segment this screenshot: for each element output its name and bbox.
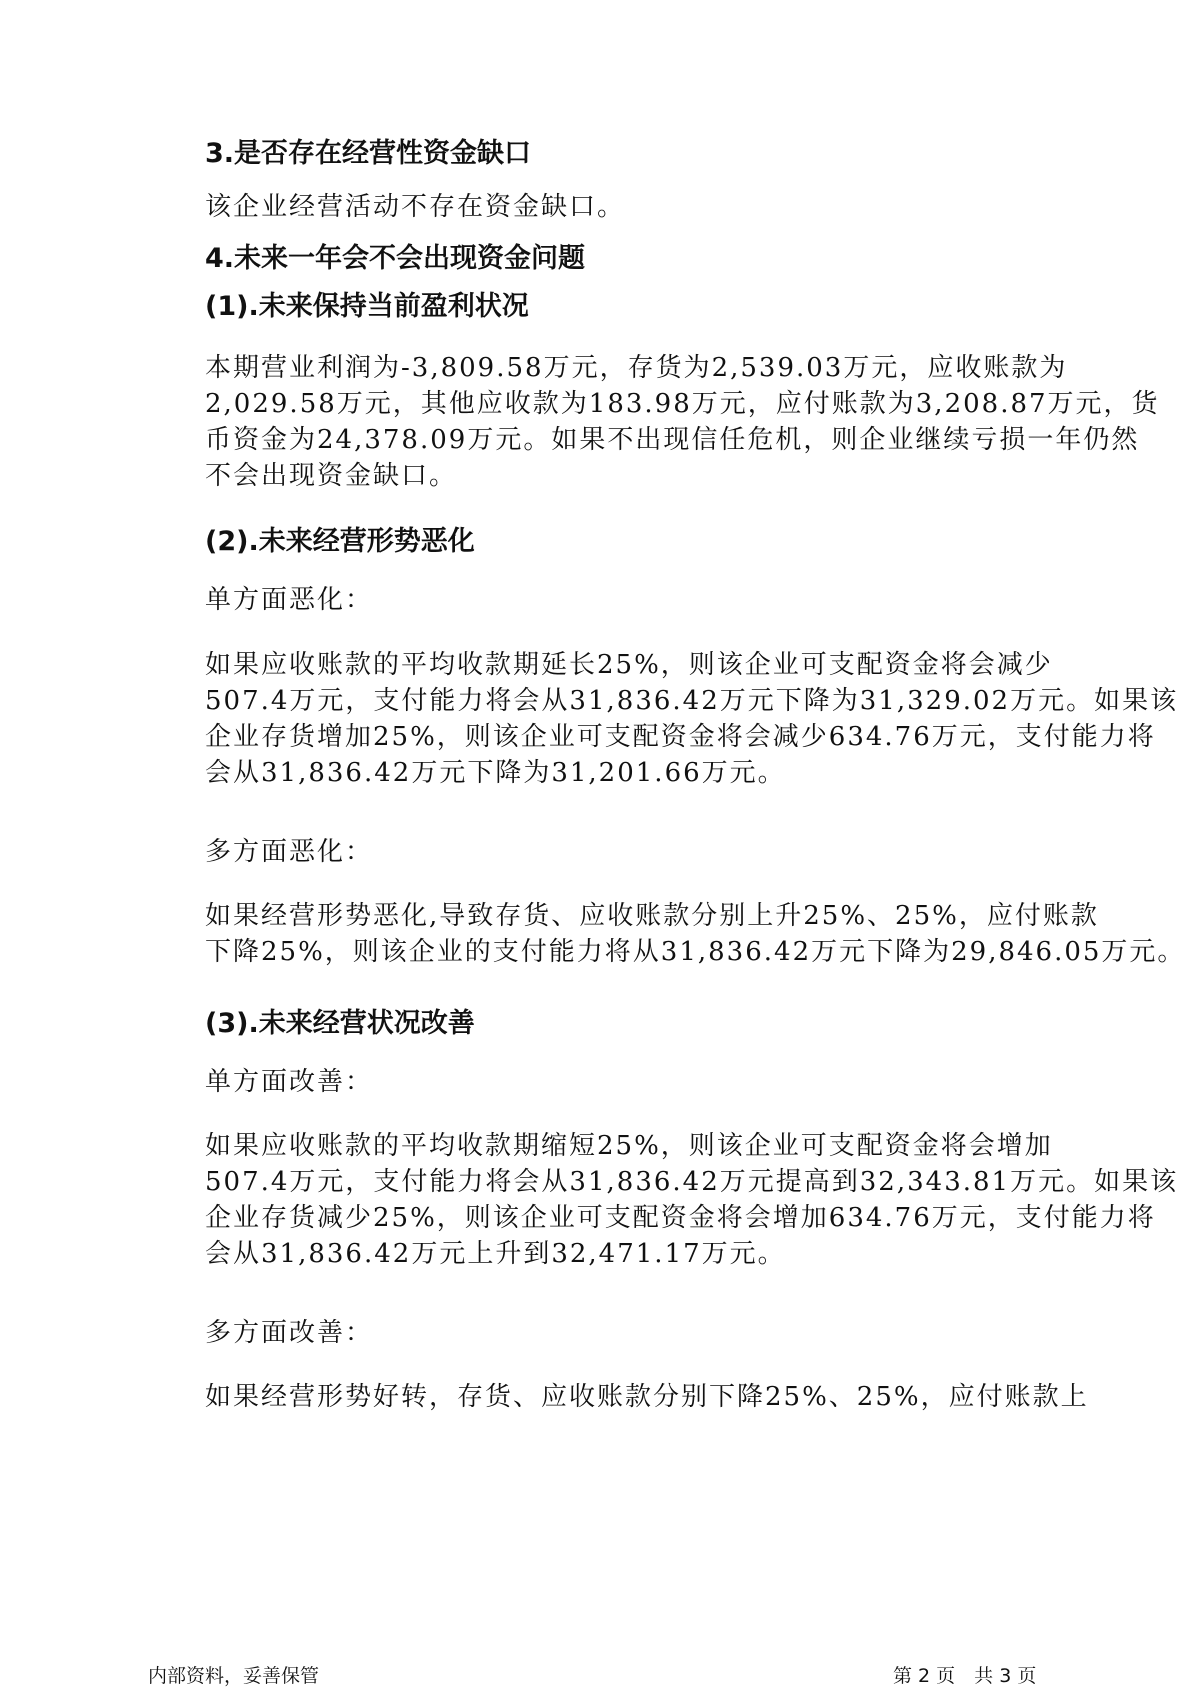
paragraph-multi-better: [148, 1379, 1089, 1415]
text-line: 币资金为24,378.09万元。如果不出现信任危机，则企业继续亏损一年仍然: [205, 425, 1140, 455]
heading-4-2-worse: (2).未来经营形势恶化: [205, 526, 475, 557]
text-line: 会从31,836.42万元下降为31,201.66万元。: [205, 758, 786, 788]
paragraph-current-profit: [148, 350, 1160, 494]
heading-3-funding-gap: 3.是否存在经营性资金缺口: [205, 138, 532, 169]
text-line: 下降25%，则该企业的支付能力将从31,836.42万元下降为29,846.05万元。: [205, 937, 1186, 967]
paragraph-single-better: [148, 1128, 1179, 1272]
label-multi-worse: 多方面恶化：: [205, 837, 374, 867]
text-line: 如果应收账款的平均收款期缩短25%，则该企业可支配资金将会增加: [205, 1131, 1053, 1161]
footer-page-number: 第 2 页 共 3 页: [893, 1665, 1037, 1687]
text-line: 会从31,836.42万元上升到32,471.17万元。: [205, 1239, 786, 1269]
text-line: 507.4万元，支付能力将会从31,836.42万元提高到32,343.81万元。如果该: [205, 1167, 1179, 1197]
heading-4-1-current: (1).未来保持当前盈利状况: [205, 291, 529, 322]
text-line: 企业存货增加25%，则该企业可支配资金将会减少634.76万元，支付能力将: [205, 722, 1156, 752]
label-multi-better: 多方面改善：: [205, 1318, 374, 1348]
text-line: 507.4万元，支付能力将会从31,836.42万元下降为31,329.02万元。如果该: [205, 686, 1179, 716]
paragraph-no-gap: 该企业经营活动不存在资金缺口。: [205, 192, 626, 222]
text-line: 如果经营形势恶化,导致存货、应收账款分别上升25%、25%，应付账款: [205, 901, 1099, 931]
footer-confidential: 内部资料，妥善保管: [148, 1665, 320, 1687]
text-line: 如果经营形势好转，存货、应收账款分别下降25%、25%，应付账款上: [205, 1382, 1089, 1412]
heading-4-3-better: (3).未来经营状况改善: [205, 1008, 475, 1039]
text-line: 不会出现资金缺口。: [205, 461, 458, 491]
label-single-better: 单方面改善：: [205, 1067, 374, 1097]
label-single-worse: 单方面恶化：: [205, 585, 374, 615]
paragraph-multi-worse: [148, 898, 1186, 970]
text-line: 如果应收账款的平均收款期延长25%，则该企业可支配资金将会减少: [205, 650, 1053, 680]
text-line: 企业存货减少25%，则该企业可支配资金将会增加634.76万元，支付能力将: [205, 1203, 1156, 1233]
text-line: 本期营业利润为-3,809.58万元，存货为2,539.03万元，应收账款为: [205, 353, 1068, 383]
paragraph-single-worse: [148, 647, 1179, 791]
text-line: 2,029.58万元，其他应收款为183.98万元，应付账款为3,208.87万元，货: [205, 389, 1160, 419]
heading-4-next-year: 4.未来一年会不会出现资金问题: [205, 243, 586, 274]
